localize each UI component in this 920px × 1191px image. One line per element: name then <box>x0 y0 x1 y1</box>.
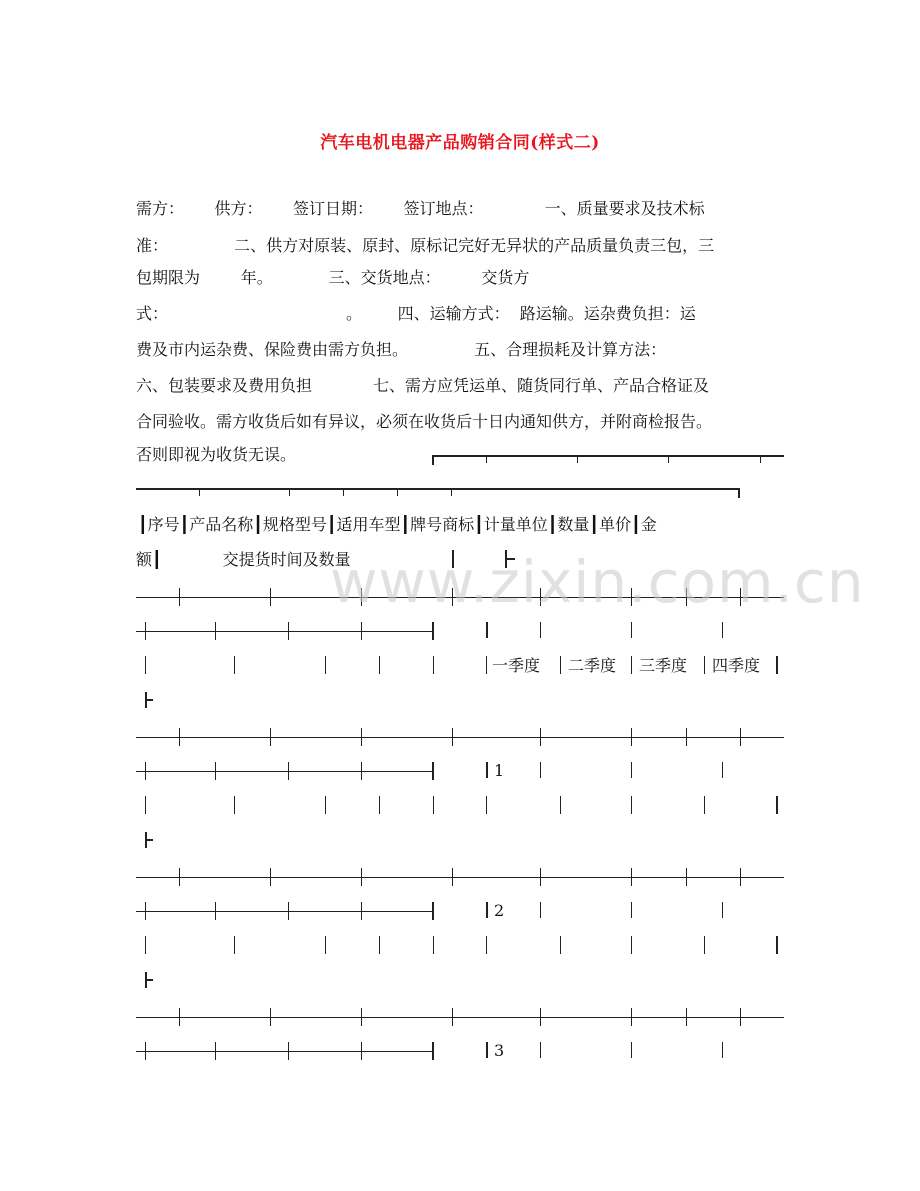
cell-divider <box>704 656 705 674</box>
row-marker <box>145 699 153 701</box>
separator-tick <box>452 868 453 886</box>
cell-divider <box>145 936 146 954</box>
separator-tick <box>361 622 362 640</box>
separator-tick <box>686 1008 687 1026</box>
separator-tick <box>432 1042 434 1060</box>
table-header-row: ┃序号┃产品名称┃规格型号┃适用车型┃牌号商标┃计量单位┃数量┃单价┃金 <box>138 515 657 534</box>
cell-divider <box>560 936 561 954</box>
clause-line: 费及市内运杂费、保险费由需方负担。 五、合理损耗及计算方法： <box>136 340 667 359</box>
separator-tick <box>179 728 180 746</box>
cell-divider <box>560 656 561 674</box>
row-separator <box>136 911 432 912</box>
separator-tick <box>452 728 453 746</box>
contract-title: 汽车电机电器产品购销合同(样式二) <box>320 133 600 153</box>
cell-divider <box>486 656 487 674</box>
cell-divider <box>722 1042 723 1058</box>
cell-divider <box>486 936 487 954</box>
cell-divider <box>776 936 778 954</box>
cell-divider <box>325 796 326 814</box>
separator-tick <box>432 622 434 640</box>
separator-tick <box>361 762 362 780</box>
separator-tick <box>361 868 362 886</box>
cell-divider <box>776 796 778 814</box>
table-border-tick <box>432 455 434 465</box>
clause-line: 合同验收。需方收货后如有异议，必须在收货后十日内通知供方，并附商检报告。 <box>136 412 713 431</box>
separator-tick <box>288 1042 289 1060</box>
separator-tick <box>270 1008 271 1026</box>
cell-divider <box>631 656 632 674</box>
cell-divider <box>486 1042 488 1058</box>
row-marker <box>145 979 153 981</box>
cell-divider <box>631 936 632 954</box>
quarter-label: 二季度 <box>568 656 617 675</box>
separator-tick <box>215 762 216 780</box>
cell-divider <box>325 936 326 954</box>
separator-tick <box>179 868 180 886</box>
cell-divider <box>540 622 541 638</box>
separator-tick <box>270 868 271 886</box>
separator-tick <box>215 902 216 920</box>
watermark: www.zixin.com.cn <box>330 548 865 616</box>
row-separator <box>136 771 432 772</box>
separator-tick <box>361 902 362 920</box>
separator-tick <box>740 1008 741 1026</box>
table-border-tick <box>451 488 452 496</box>
separator-tick <box>145 622 146 640</box>
table-header-row: 额┃ 交提货时间及数量 <box>136 550 351 569</box>
separator-tick <box>361 728 362 746</box>
cell-divider <box>145 656 146 674</box>
cell-divider <box>379 656 380 674</box>
table-border-top <box>136 488 740 490</box>
cell-divider <box>631 796 632 814</box>
cell-divider <box>722 622 723 638</box>
table-border-tick <box>760 455 761 463</box>
separator-tick <box>432 762 434 780</box>
row-number: 2 <box>494 901 505 920</box>
table-border-tick <box>668 455 669 463</box>
cell-divider <box>379 796 380 814</box>
table-border-tick <box>486 455 487 463</box>
separator-tick <box>288 622 289 640</box>
cell-divider <box>379 936 380 954</box>
cell-divider <box>486 762 488 778</box>
separator-tick <box>361 1008 362 1026</box>
separator-tick <box>631 1008 632 1026</box>
table-border-tick <box>343 488 344 496</box>
cell-divider <box>560 796 561 814</box>
cell-divider <box>540 902 541 918</box>
separator-tick <box>631 728 632 746</box>
separator-tick <box>540 728 541 746</box>
separator-tick <box>215 622 216 640</box>
separator-tick <box>288 762 289 780</box>
cell-divider <box>704 796 705 814</box>
cell-divider <box>145 796 146 814</box>
cell-divider <box>540 1042 541 1058</box>
cell-divider <box>722 762 723 778</box>
separator-tick <box>432 902 434 920</box>
cell-divider <box>433 656 434 674</box>
separator-tick <box>215 1042 216 1060</box>
cell-divider <box>631 762 632 778</box>
cell-divider <box>234 936 235 954</box>
separator-tick <box>686 868 687 886</box>
separator-tick <box>270 588 271 606</box>
quarter-label: 三季度 <box>639 656 688 675</box>
cell-divider <box>722 902 723 918</box>
cell-divider <box>325 656 326 674</box>
table-border-tick <box>738 488 740 498</box>
clause-line: 式： 。 四、运输方式： 路运输。运杂费负担：运 <box>136 304 696 323</box>
separator-tick <box>179 588 180 606</box>
cell-divider <box>631 622 632 638</box>
separator-tick <box>540 1008 541 1026</box>
separator-tick <box>145 902 146 920</box>
cell-divider <box>486 902 488 918</box>
row-number: 3 <box>494 1041 505 1060</box>
separator-tick <box>686 728 687 746</box>
separator-tick <box>145 762 146 780</box>
clause-line: 六、包装要求及费用负担 七、需方应凭运单、随货同行单、产品合格证及 <box>136 376 710 395</box>
separator-tick <box>452 1008 453 1026</box>
table-border-top <box>432 455 784 457</box>
cell-divider <box>631 902 632 918</box>
separator-tick <box>540 868 541 886</box>
cell-divider <box>234 656 235 674</box>
separator-tick <box>361 1042 362 1060</box>
separator-tick <box>288 902 289 920</box>
cell-divider <box>234 796 235 814</box>
clause-line: 否则即视为收货无误。 <box>136 445 297 464</box>
cell-divider <box>631 1042 632 1058</box>
cell-divider <box>486 622 488 638</box>
row-marker <box>145 839 153 841</box>
separator-tick <box>740 868 741 886</box>
clause-line: 准： 二、供方对原装、原封、原标记完好无异状的产品质量负责三包，三 <box>136 236 715 255</box>
row-separator <box>136 1051 432 1052</box>
separator-tick <box>270 728 271 746</box>
cell-divider <box>486 796 487 814</box>
table-border-tick <box>397 488 398 496</box>
cell-divider <box>433 796 434 814</box>
cell-divider <box>704 936 705 954</box>
cell-divider <box>540 762 541 778</box>
table-border-tick <box>577 455 578 463</box>
separator-tick <box>740 728 741 746</box>
table-border-tick <box>289 488 290 496</box>
separator-tick <box>631 868 632 886</box>
row-number: 1 <box>494 761 505 780</box>
table-border-tick <box>199 488 200 496</box>
quarter-label: 一季度 <box>492 656 541 675</box>
separator-tick <box>145 1042 146 1060</box>
row-separator <box>136 631 432 632</box>
clause-line: 需方： 供方： 签订日期： 签订地点： 一、质量要求及技术标 <box>136 199 705 218</box>
cell-divider <box>776 656 778 674</box>
clause-line: 包期限为 年。 三、交货地点： 交货方 <box>136 268 530 287</box>
quarter-label: 四季度 <box>712 656 761 675</box>
separator-tick <box>179 1008 180 1026</box>
cell-divider <box>433 936 434 954</box>
